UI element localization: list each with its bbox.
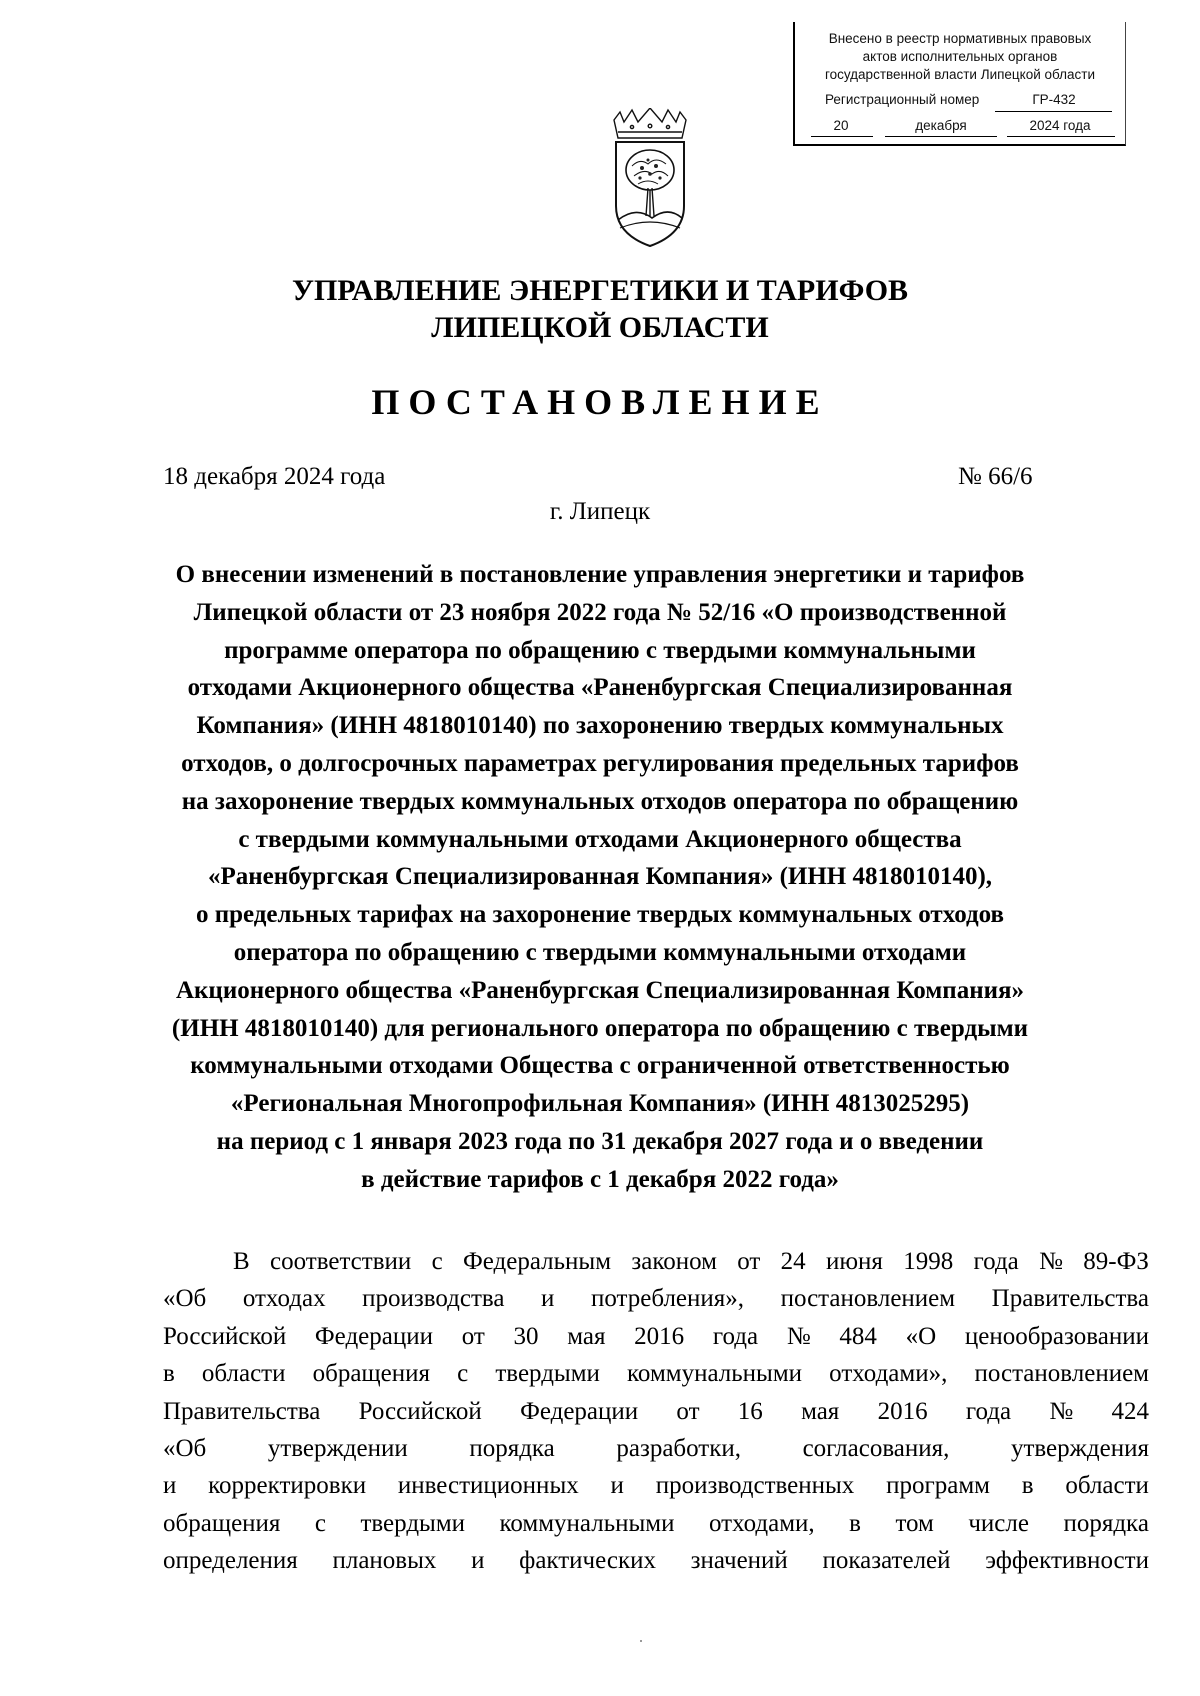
stamp-day-underline <box>811 136 873 137</box>
stamp-day: 20 <box>833 118 849 133</box>
body-word: твердыми <box>360 1509 466 1537</box>
stamp-month: декабря <box>915 118 967 133</box>
body-word: Федеральным <box>463 1248 612 1275</box>
body-word: 484 <box>839 1322 877 1350</box>
body-line <box>163 1467 1149 1504</box>
body-word: года <box>965 1397 1012 1425</box>
body-word: потребления», <box>590 1285 745 1313</box>
body-word: согласования, <box>802 1435 950 1463</box>
body-word: порядка <box>1063 1509 1149 1537</box>
body-paragraph <box>163 1243 1149 1580</box>
body-word: законом <box>631 1248 717 1275</box>
title-line: «Региональная Многопрофильная Компания» (ИНН 4813025295) <box>230 1090 970 1118</box>
body-word: том <box>895 1509 934 1537</box>
agency-name-line-2: ЛИПЕЦКОЙ ОБЛАСТИ <box>431 311 769 344</box>
body-word: утверждения <box>1010 1435 1149 1463</box>
body-word: «Об <box>163 1435 207 1463</box>
body-word: показателей <box>822 1547 951 1575</box>
body-word: постановлением <box>974 1360 1149 1388</box>
body-word: июня <box>825 1248 883 1275</box>
title-line: Компания» (ИНН 4818010140) по захоронению твердых коммунальных <box>196 712 1004 740</box>
document-title <box>150 556 1050 1199</box>
body-word: соответствии <box>270 1248 412 1275</box>
body-word: плановых <box>332 1547 437 1575</box>
body-word: Правительства <box>163 1397 321 1425</box>
stamp-line-2: актов исполнительных органов <box>862 49 1058 64</box>
body-line <box>163 1393 1149 1430</box>
title-line: на период с 1 января 2023 года по 31 декабря 2027 года и о введении <box>216 1127 984 1155</box>
body-word: № <box>1039 1248 1063 1275</box>
body-word: от <box>461 1322 485 1350</box>
body-word: постановлением <box>780 1285 956 1313</box>
body-word: и <box>471 1547 485 1575</box>
body-word: 424 <box>1111 1397 1149 1425</box>
stamp-line-1: Внесено в реестр нормативных правовых <box>828 31 1092 46</box>
document-city: г. Липецк <box>549 498 651 525</box>
body-word: инвестиционных <box>397 1472 579 1500</box>
document-date: 18 декабря 2024 года <box>163 463 386 490</box>
title-line: (ИНН 4818010140) для регионального оператора по обращению с твердыми <box>171 1014 1029 1042</box>
body-word: года <box>712 1322 759 1350</box>
body-line <box>163 1355 1149 1392</box>
body-line <box>163 1505 1149 1542</box>
body-word: с <box>314 1509 326 1537</box>
body-word: ценообразовании <box>964 1322 1149 1350</box>
stamp-registration-number: ГР-432 <box>1032 92 1076 107</box>
body-word: эффективности <box>985 1547 1149 1575</box>
body-word: отходах <box>242 1285 326 1313</box>
stamp-month-underline <box>885 136 997 137</box>
body-word: области <box>1065 1472 1149 1500</box>
title-line: с твердыми коммунальными отходами Акционерного общества <box>238 825 962 853</box>
body-word: коммунальными <box>627 1360 803 1388</box>
title-line: отходами Акционерного общества «Раненбургская Специализированная <box>187 674 1013 702</box>
body-word: Правительства <box>991 1285 1149 1313</box>
title-line: отходов, о долгосрочных параметрах регулирования предельных тарифов <box>181 749 1019 777</box>
body-word: производства <box>362 1285 505 1313</box>
body-word: и <box>610 1472 624 1500</box>
stamp-year-underline <box>1007 136 1115 137</box>
body-word: 2016 <box>877 1397 928 1425</box>
body-word: отходами», <box>829 1360 948 1388</box>
body-word: порядка <box>469 1435 555 1463</box>
body-word: в <box>849 1509 861 1537</box>
body-line <box>163 1243 1149 1280</box>
body-word: области <box>201 1360 286 1388</box>
body-word: программ <box>886 1472 990 1500</box>
body-word: Российской <box>358 1397 482 1425</box>
body-word: и <box>541 1285 555 1313</box>
body-word: 30 <box>513 1322 539 1350</box>
body-word: В <box>233 1248 250 1275</box>
body-word: года <box>973 1248 1019 1275</box>
body-word: от <box>676 1397 700 1425</box>
body-word: разработки, <box>616 1435 742 1463</box>
document-number: № 66/6 <box>958 463 1033 490</box>
document-type-heading: ПОСТАНОВЛЕНИЕ <box>371 382 829 422</box>
body-word: производственных <box>655 1472 855 1500</box>
body-word: коммунальными <box>499 1509 675 1537</box>
body-word: Российской <box>163 1322 287 1350</box>
title-line: на захоронение твердых коммунальных отходов оператора по обращению <box>181 787 1019 815</box>
body-word: числе <box>968 1509 1029 1537</box>
title-line: О внесении изменений в постановление управления энергетики и тарифов <box>175 561 1025 588</box>
body-word: мая <box>567 1322 606 1350</box>
body-word: Федерации <box>314 1322 433 1350</box>
body-word: фактических <box>519 1547 656 1575</box>
body-line <box>163 1542 1149 1579</box>
body-word: «Об <box>163 1285 207 1313</box>
title-line: о предельных тарифах на захоронение твердых коммунальных отходов <box>195 901 1005 929</box>
body-word: и <box>163 1472 177 1500</box>
body-line <box>163 1280 1149 1317</box>
scan-speck <box>640 1640 642 1642</box>
lipetsk-coat-of-arms-icon <box>610 108 690 248</box>
body-word: 2016 <box>634 1322 685 1350</box>
body-word: значений <box>690 1547 788 1575</box>
body-word: с <box>457 1360 469 1388</box>
agency-name-line-1: УПРАВЛЕНИЕ ЭНЕРГЕТИКИ И ТАРИФОВ <box>291 274 909 307</box>
stamp-year: 2024 года <box>1029 118 1091 133</box>
title-line: программе оператора по обращению с твердыми коммунальными <box>224 636 976 664</box>
body-word: 24 <box>780 1248 806 1275</box>
title-line: в действие тарифов с 1 декабря 2022 года» <box>361 1165 839 1193</box>
title-line: «Раненбургская Специализированная Компания» (ИНН 4818010140), <box>207 863 993 891</box>
body-word: с <box>431 1248 443 1275</box>
body-word: 1998 <box>903 1248 954 1275</box>
body-word: определения <box>163 1547 298 1575</box>
body-word: в <box>1021 1472 1034 1500</box>
body-word: обращения <box>312 1360 431 1388</box>
body-word: твердыми <box>495 1360 600 1388</box>
body-line <box>163 1430 1149 1467</box>
stamp-line-3: государственной власти Липецкой области <box>824 67 1096 82</box>
body-word: в <box>163 1360 175 1388</box>
body-word: «О <box>905 1322 937 1350</box>
body-line <box>163 1318 1149 1355</box>
title-line: Акционерного общества «Раненбургская Специализированная Компания» <box>175 976 1025 1004</box>
body-word: обращения <box>163 1509 281 1537</box>
body-word: от <box>737 1248 761 1275</box>
body-word: утверждении <box>267 1435 408 1463</box>
body-word: № <box>786 1322 811 1350</box>
registry-stamp <box>793 22 1126 146</box>
title-line: коммунальными отходами Общества с ограниченной ответственностью <box>190 1052 1010 1080</box>
body-word: мая <box>801 1397 840 1425</box>
body-word: № <box>1049 1397 1074 1425</box>
body-word: отходами, <box>708 1509 815 1537</box>
stamp-number-underline <box>995 111 1112 112</box>
title-line: оператора по обращению с твердыми коммунальными отходами <box>233 938 967 966</box>
body-word: 16 <box>737 1397 763 1425</box>
body-word: корректировки <box>208 1472 367 1500</box>
body-word: Федерации <box>520 1397 639 1425</box>
stamp-registration-label: Регистрационный номер <box>825 92 980 107</box>
title-line: Липецкой области от 23 ноября 2022 года № 52/16 «О производственной <box>193 598 1007 626</box>
body-word: 89-ФЗ <box>1083 1248 1149 1275</box>
